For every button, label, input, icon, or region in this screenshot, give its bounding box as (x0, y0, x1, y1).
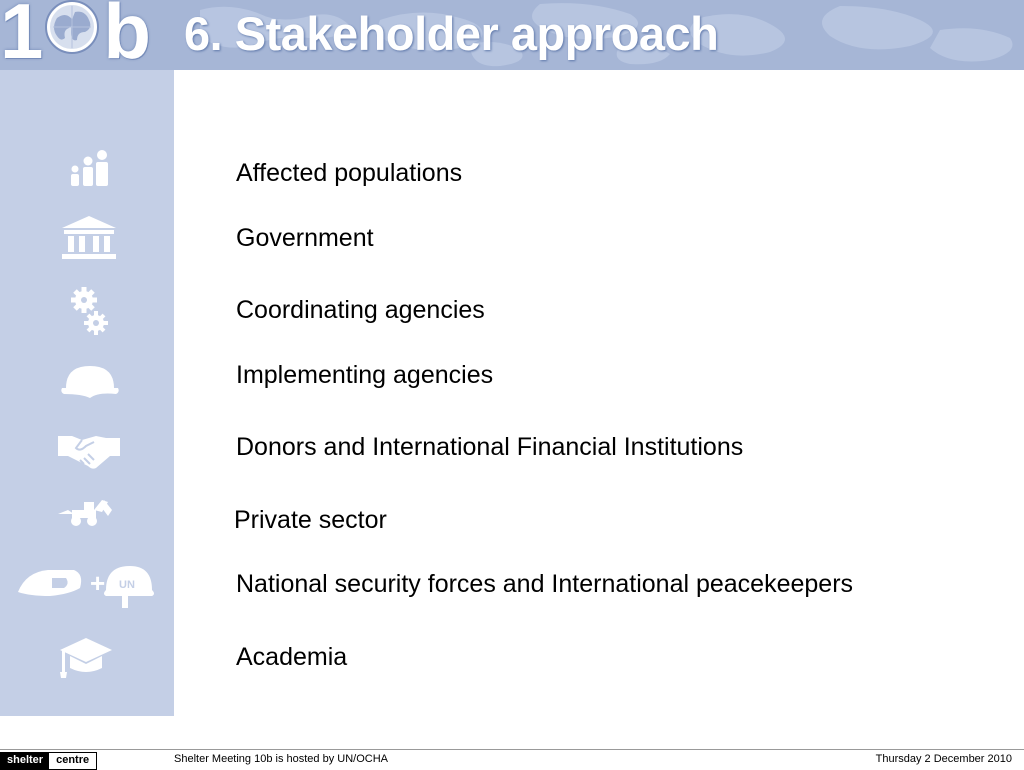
people-icon (66, 150, 110, 188)
handshake-icon (58, 432, 120, 470)
logo-letter-b: b (103, 0, 150, 70)
list-item-security-forces: National security forces and International peacekeepers (236, 570, 854, 598)
list-item-affected-populations: Affected populations (236, 159, 463, 187)
gears-icon (70, 286, 110, 338)
hard-hat-icon (60, 362, 120, 402)
graduation-cap-icon (58, 634, 114, 680)
list-item-donors: Donors and International Financial Institutions (236, 433, 744, 461)
logo-10b (0, 0, 150, 70)
footer-divider (0, 749, 1024, 750)
un-label: UN (119, 579, 135, 591)
footer-host-text: Shelter Meeting 10b is hosted by UN/OCHA (174, 753, 388, 765)
list-item-private-sector: Private sector (234, 506, 387, 534)
page-title: 6. Stakeholder approach (184, 7, 719, 60)
globe-icon (43, 0, 101, 56)
military-and-un-helmet-icon (16, 560, 156, 612)
plus-sign: + (90, 568, 106, 598)
shelter-centre-logo (0, 752, 97, 770)
logo-centre-text: centre (49, 753, 96, 769)
excavator-icon (58, 498, 114, 528)
logo-shelter-text: shelter (1, 753, 49, 769)
list-item-government: Government (236, 224, 374, 252)
logo-digit-one: 1 (0, 0, 42, 70)
list-item-academia: Academia (236, 643, 348, 671)
list-item-coordinating-agencies: Coordinating agencies (236, 296, 485, 324)
list-item-implementing-agencies: Implementing agencies (236, 361, 494, 389)
footer-date: Thursday 2 December 2010 (875, 753, 1012, 765)
header-banner (0, 0, 1024, 70)
government-building-icon (60, 214, 118, 260)
